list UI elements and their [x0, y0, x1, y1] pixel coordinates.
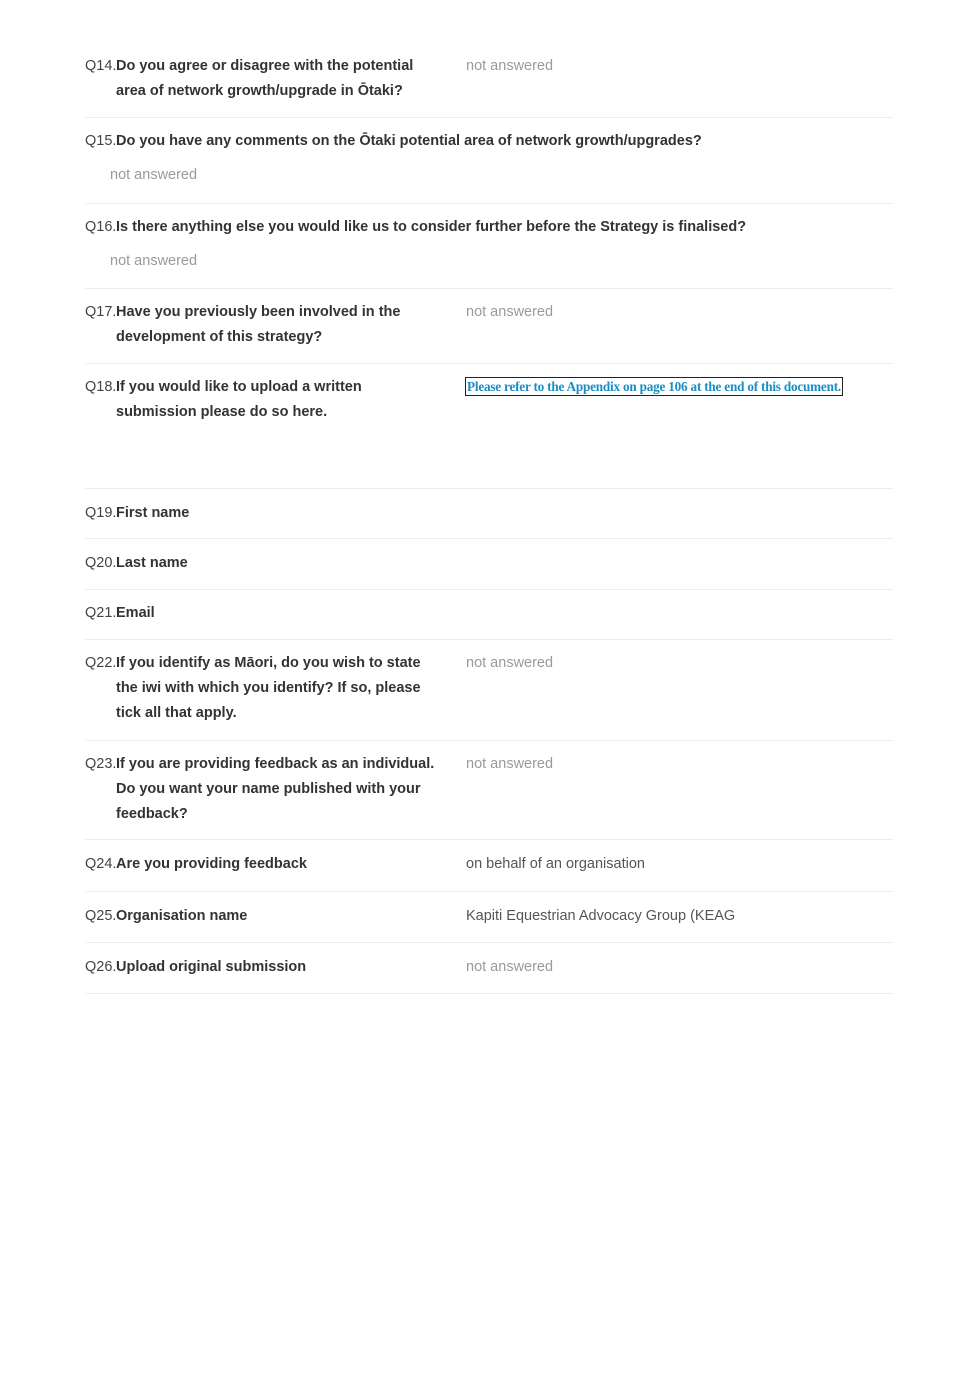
question [85, 752, 441, 827]
question-number: Q19. [85, 505, 117, 521]
question-text: Last name [116, 555, 188, 571]
answer-value: not answered [466, 655, 554, 671]
question [85, 651, 441, 726]
question [85, 375, 441, 425]
question [85, 215, 856, 240]
appendix-link[interactable]: Please refer to the Appendix on page 106 at the end of this document. [467, 379, 842, 394]
question-row [85, 904, 893, 943]
question-row [85, 601, 893, 640]
question-number: Q24. [85, 856, 117, 872]
question-row [85, 375, 893, 489]
question [85, 955, 441, 980]
answer-value: not answered [466, 304, 554, 320]
answer-value: not answered [466, 756, 554, 772]
question-text: Do you agree or disagree with the potential area of network growth/upgrade in Ōtaki? [116, 58, 414, 99]
question-number: Q26. [85, 959, 117, 975]
question-text: Organisation name [116, 908, 248, 924]
question [85, 852, 441, 877]
question-number: Q25. [85, 908, 117, 924]
question-row [85, 852, 893, 892]
question-number: Q21. [85, 605, 117, 621]
question-number: Q17. [85, 304, 117, 320]
question-text: Do you have any comments on the Ōtaki potential area of network growth/upgrades? [116, 133, 702, 149]
question-text: Is there anything else you would like us to consider further before the Strategy is finalised? [116, 219, 747, 235]
answer-value: not answered [466, 959, 554, 975]
question-text: Upload original submission [116, 959, 307, 975]
question-number: Q16. [85, 219, 117, 235]
question-row [85, 129, 893, 204]
answer-value: not answered [466, 58, 554, 74]
question-number: Q18. [85, 379, 117, 395]
question-text: If you are providing feedback as an individual. Do you want your name published with your feedback? [116, 756, 435, 822]
question-number: Q23. [85, 756, 117, 772]
question-text: Are you providing feedback [116, 856, 307, 872]
question-row [85, 215, 893, 289]
answer-value: not answered [110, 253, 198, 269]
question [85, 300, 441, 350]
question-text: Email [116, 605, 155, 621]
question-row [85, 300, 893, 364]
question-text: If you identify as Māori, do you wish to state the iwi with which you identify? If so, please tick all that apply. [116, 655, 421, 721]
question-text: If you would like to upload a written submission please do so here. [116, 379, 362, 420]
question-number: Q14. [85, 58, 117, 74]
question-row [85, 651, 893, 741]
question [85, 129, 856, 154]
question-row [85, 54, 893, 118]
question [85, 501, 441, 526]
question-row [85, 501, 893, 539]
question [85, 601, 441, 626]
question-row [85, 551, 893, 590]
question [85, 551, 441, 576]
question-text: First name [116, 505, 190, 521]
answer-value: Kapiti Equestrian Advocacy Group (KEAG [466, 908, 736, 924]
question [85, 54, 441, 104]
question-row [85, 955, 893, 994]
answer-value: on behalf of an organisation [466, 856, 645, 872]
question [85, 904, 441, 929]
question-text: Have you previously been involved in the development of this strategy? [116, 304, 401, 345]
answer-value: not answered [110, 167, 198, 183]
question-number: Q22. [85, 655, 117, 671]
question-row [85, 752, 893, 840]
question-number: Q15. [85, 133, 117, 149]
question-number: Q20. [85, 555, 117, 571]
